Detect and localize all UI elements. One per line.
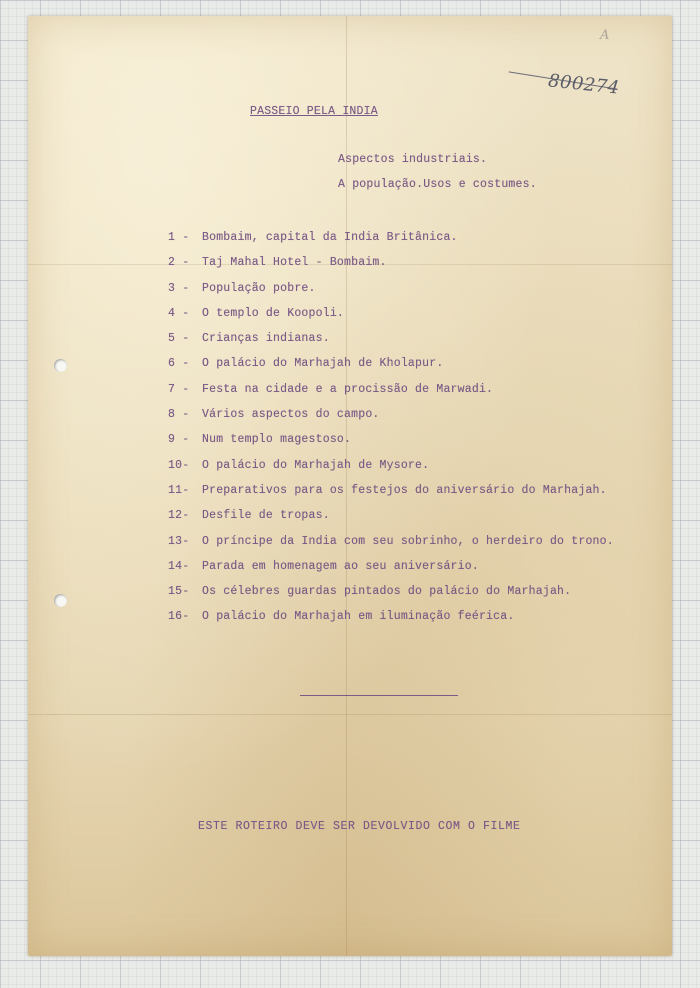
item-text: Vários aspectos do campo. xyxy=(202,408,380,422)
horizontal-fold-crease xyxy=(28,714,672,715)
scene-list xyxy=(168,229,614,634)
item-number: 6 - xyxy=(168,357,190,371)
list-item xyxy=(168,608,614,633)
list-item xyxy=(168,457,614,482)
list-item xyxy=(168,533,614,558)
item-text: O palácio do Marhajah de Kholapur. xyxy=(202,357,444,371)
list-item xyxy=(168,330,614,355)
item-text: Parada em homenagem ao seu aniversário. xyxy=(202,559,479,573)
list-item xyxy=(168,254,614,279)
list-item xyxy=(168,583,614,608)
item-number: 12- xyxy=(168,509,190,523)
corner-pencil-mark: A xyxy=(600,28,610,43)
paper-sheet xyxy=(28,16,672,956)
punch-hole xyxy=(54,594,67,607)
item-text: Bombaim, capital da India Britânica. xyxy=(202,231,458,244)
item-text: População pobre. xyxy=(202,281,316,295)
item-number: 16- xyxy=(168,610,190,624)
item-text: O palácio do Marhajah em iluminação feérica. xyxy=(202,610,515,624)
list-item xyxy=(168,381,614,406)
list-item xyxy=(168,482,614,507)
item-number: 1 - xyxy=(168,231,190,244)
item-text: Preparativos para os festejos do aniversário do Marhajah. xyxy=(202,483,607,497)
item-number: 13- xyxy=(168,534,190,548)
item-number: 11- xyxy=(168,483,190,497)
item-number: 9 - xyxy=(168,433,190,447)
item-number: 10- xyxy=(168,458,190,472)
item-number: 15- xyxy=(168,585,190,599)
list-item xyxy=(168,229,614,254)
item-text: Crianças indianas. xyxy=(202,332,330,346)
punch-hole xyxy=(54,359,67,372)
list-item xyxy=(168,355,614,380)
item-text: Desfile de tropas. xyxy=(202,509,330,523)
item-number: 4 - xyxy=(168,306,190,320)
list-item xyxy=(168,305,614,330)
list-item xyxy=(168,406,614,431)
return-notice: ESTE ROTEIRO DEVE SER DEVOLVIDO COM O FILME xyxy=(198,820,521,833)
item-text: Os célebres guardas pintados do palácio do Marhajah. xyxy=(202,585,572,599)
item-text: O príncipe da India com seu sobrinho, o herdeiro do trono. xyxy=(202,534,614,548)
item-number: 3 - xyxy=(168,281,190,295)
item-text: Festa na cidade e a procissão de Marwadi. xyxy=(202,382,494,396)
item-text: Num templo magestoso. xyxy=(202,433,352,447)
item-text: Taj Mahal Hotel - Bombaim. xyxy=(202,256,387,270)
list-item xyxy=(168,431,614,456)
item-number: 7 - xyxy=(168,382,190,396)
subtitle-industrial: Aspectos industriais. xyxy=(338,153,488,166)
list-item xyxy=(168,507,614,532)
divider-line xyxy=(300,695,458,696)
item-text: O templo de Koopoli. xyxy=(202,306,345,320)
document-title: PASSEIO PELA INDIA xyxy=(250,105,378,118)
subtitle-population: A população.Usos e costumes. xyxy=(338,178,537,191)
item-number: 8 - xyxy=(168,408,190,422)
item-number: 2 - xyxy=(168,256,190,270)
item-number: 5 - xyxy=(168,332,190,346)
item-text: O palácio do Marhajah de Mysore. xyxy=(202,458,430,472)
archive-number: 800274 xyxy=(547,70,621,99)
item-number: 14- xyxy=(168,559,190,573)
list-item xyxy=(168,558,614,583)
list-item xyxy=(168,280,614,305)
